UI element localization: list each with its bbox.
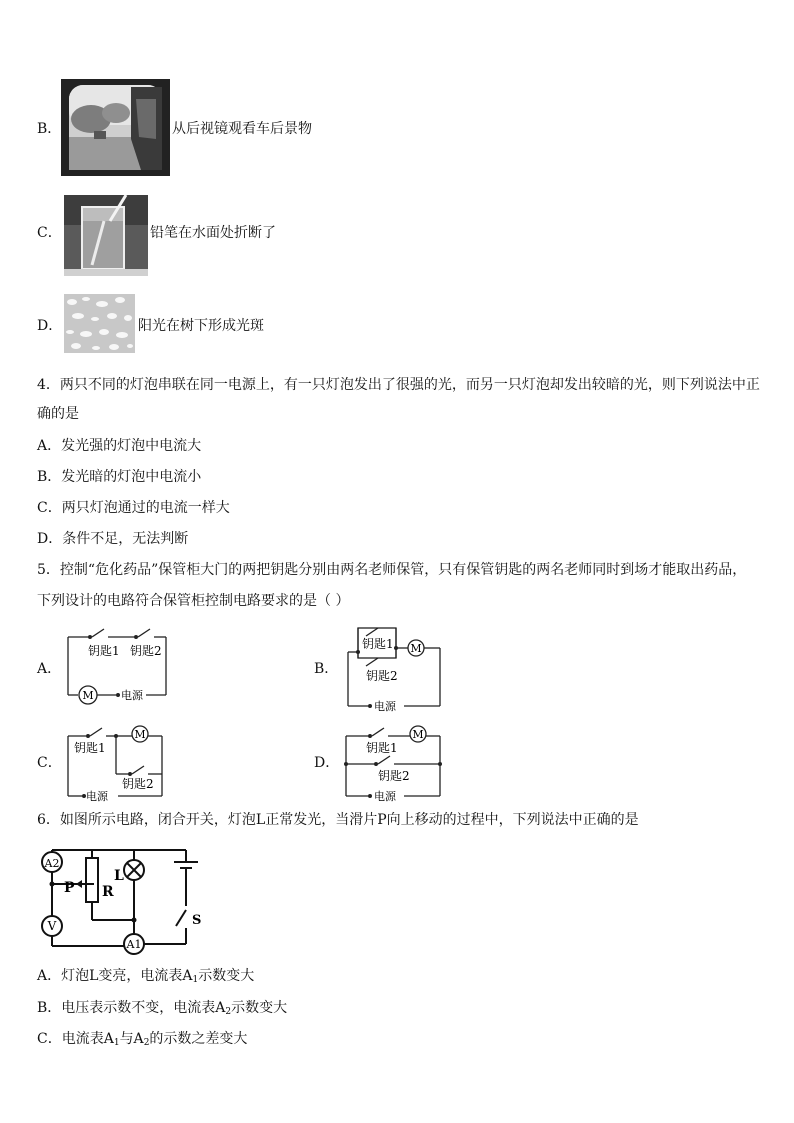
q6-option-b: B．电压表示数不变，电流表$A_2$示数变大 xyxy=(37,1000,288,1017)
q6-option-c: C．电流表$A_1$与$A_2$的示数之差变大 xyxy=(37,1031,248,1048)
q5-stem-line2: 下列设计的电路符合保管柜控制电路要求的是（ ） xyxy=(37,593,350,609)
option-caption-d: 阳光在树下形成光斑 xyxy=(138,318,264,334)
circuit-d-diagram xyxy=(338,718,450,804)
q5-letter-c: C． xyxy=(37,755,62,771)
option-letter-d: D． xyxy=(37,318,63,334)
circuit-b-key1: 钥匙1 xyxy=(362,637,394,651)
circuit-c-power: 电源 xyxy=(86,790,108,803)
light-spots-photo xyxy=(64,294,135,353)
q6-label-l: L xyxy=(114,868,124,884)
circuit-c-key2: 钥匙2 xyxy=(122,777,154,791)
q4-stem-line2: 确的是 xyxy=(37,406,79,422)
circuit-a-diagram xyxy=(60,625,175,710)
rearview-mirror-photo xyxy=(61,79,170,176)
q5-stem-line1: 5．控制“危化药品”保管柜大门的两把钥匙分别由两名老师保管，只有保管钥匙的两名老师同时到场才能取出药品， xyxy=(37,562,747,578)
q6-label-r: R xyxy=(102,884,114,900)
q5-letter-d: D． xyxy=(314,755,340,771)
option-letter-c: C． xyxy=(37,225,62,241)
q4-option-a: A．发光强的灯泡中电流大 xyxy=(37,438,202,454)
circuit-a-power: 电源 xyxy=(121,689,143,702)
q5-letter-a: A． xyxy=(37,661,62,677)
q4-stem-line1: 4．两只不同的灯泡串联在同一电源上，有一只灯泡发出了很强的光，而另一只灯泡却发出较暗的光，则下列说法中正 xyxy=(37,377,760,393)
q6-stem: 6．如图所示电路，闭合开关，灯泡L正常发光，当滑片P向上移动的过程中，下列说法中正确的是 xyxy=(37,812,639,828)
q6-label-v: V xyxy=(47,919,57,933)
q6-circuit-diagram xyxy=(36,840,216,956)
circuit-d-key2: 钥匙2 xyxy=(378,769,410,783)
q6-option-a: A．灯泡L变亮，电流表$A_1$示数变大 xyxy=(37,968,255,985)
circuit-b-diagram xyxy=(338,622,450,714)
q6-label-a2: A2 xyxy=(44,857,60,870)
pencil-in-water-photo xyxy=(64,195,148,276)
q6-label-s: S xyxy=(192,913,202,928)
q6-label-a1: A1 xyxy=(126,938,142,951)
circuit-b-motor: M xyxy=(410,642,422,655)
option-caption-c: 铅笔在水面处折断了 xyxy=(150,225,276,241)
circuit-b-key2: 钥匙2 xyxy=(366,669,398,683)
circuit-c-motor: M xyxy=(134,728,146,741)
q4-option-b: B．发光暗的灯泡中电流小 xyxy=(37,469,202,485)
circuit-d-power: 电源 xyxy=(374,790,396,803)
circuit-a-motor: M xyxy=(82,689,94,702)
q4-option-d: D．条件不足，无法判断 xyxy=(37,531,189,547)
circuit-a-key2: 钥匙2 xyxy=(130,644,162,658)
circuit-b-power: 电源 xyxy=(374,700,396,713)
q5-letter-b: B． xyxy=(314,661,339,677)
option-caption-b: 从后视镜观看车后景物 xyxy=(172,121,312,137)
circuit-d-key1: 钥匙1 xyxy=(366,741,398,755)
circuit-d-motor: M xyxy=(412,728,424,741)
option-letter-b: B． xyxy=(37,121,62,137)
circuit-a-key1: 钥匙1 xyxy=(88,644,120,658)
circuit-c-key1: 钥匙1 xyxy=(74,741,106,755)
q6-label-p: P xyxy=(64,880,75,896)
circuit-c-diagram xyxy=(60,718,175,804)
q4-option-c: C．两只灯泡通过的电流一样大 xyxy=(37,500,230,516)
